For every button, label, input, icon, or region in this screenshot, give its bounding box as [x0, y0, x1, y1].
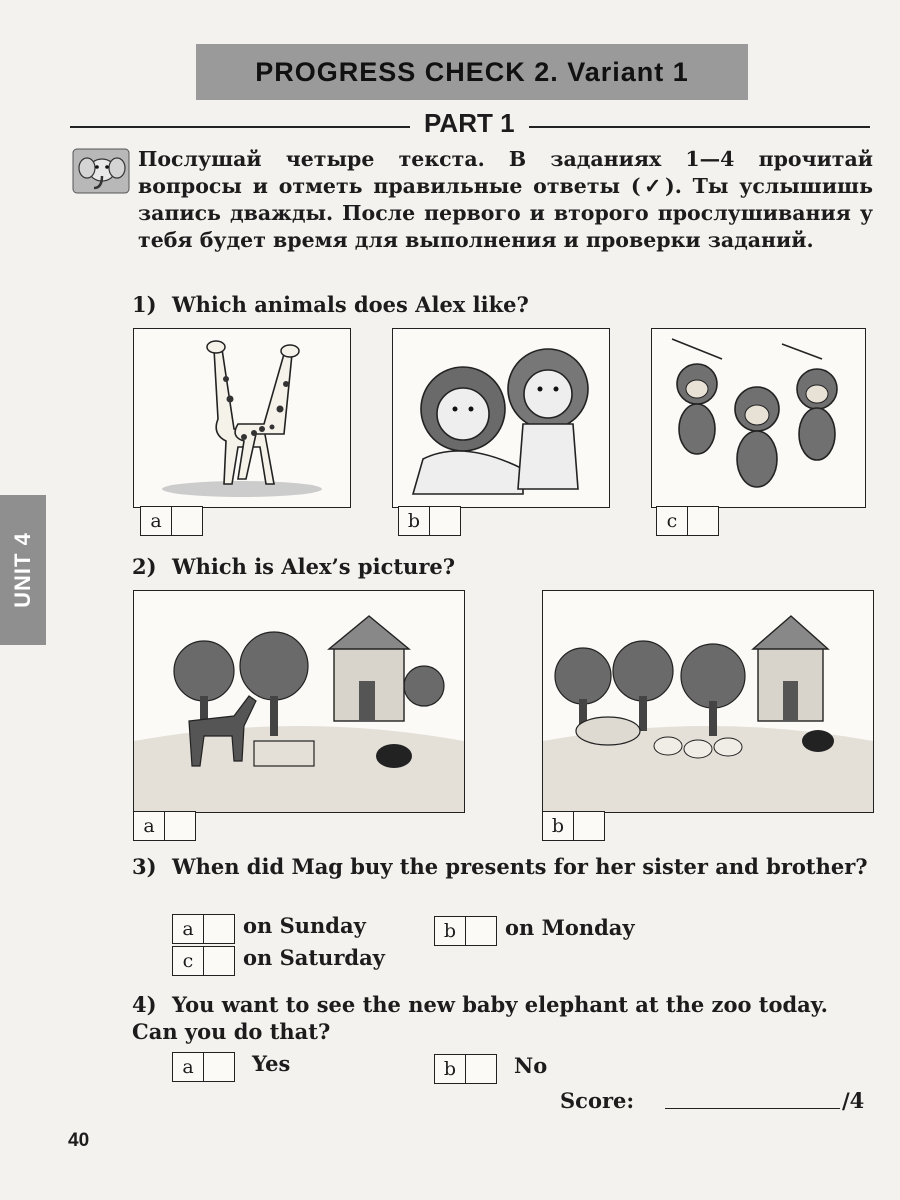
q4-option-a-label: Yes — [252, 1051, 291, 1076]
q3-option-a-box[interactable] — [172, 914, 235, 944]
question-2-number: 2) — [132, 554, 157, 579]
q3-option-b-box[interactable] — [434, 916, 497, 946]
q3-option-c-checkbox[interactable] — [204, 946, 235, 976]
part-heading: PART 1 — [410, 108, 529, 139]
q2-option-a-box[interactable] — [133, 811, 196, 841]
q3-option-b-label: on Monday — [505, 915, 635, 940]
farm-horse-picture — [133, 590, 465, 813]
score-label: Score: — [560, 1088, 635, 1113]
q4-option-b-checkbox[interactable] — [466, 1054, 497, 1084]
q4-option-b-letter: b — [434, 1054, 466, 1084]
q1-option-a-letter: a — [140, 506, 172, 536]
question-4-text: You want to see the new baby elephant at the zoo today. Can you do that? — [132, 992, 828, 1044]
q1-option-b-box[interactable] — [398, 506, 461, 536]
question-2-text: Which is Alex’s picture? — [172, 554, 456, 579]
q2-option-a-checkbox[interactable] — [165, 811, 196, 841]
q2-option-b-letter: b — [542, 811, 574, 841]
q3-option-b-checkbox[interactable] — [466, 916, 497, 946]
q4-option-a-letter: a — [172, 1052, 204, 1082]
q4-option-b-label: No — [514, 1053, 548, 1078]
q1-option-c-checkbox[interactable] — [688, 506, 719, 536]
q1-option-c-box[interactable] — [656, 506, 719, 536]
q2-option-b-box[interactable] — [542, 811, 605, 841]
question-1 — [132, 292, 529, 317]
question-2 — [132, 554, 455, 579]
q1-option-c-letter: c — [656, 506, 688, 536]
q1-option-a-box[interactable] — [140, 506, 203, 536]
q2-option-a-letter: a — [133, 811, 165, 841]
q3-option-a-label: on Sunday — [243, 913, 366, 938]
q4-option-a-checkbox[interactable] — [204, 1052, 235, 1082]
q3-option-c-label: on Saturday — [243, 945, 385, 970]
score-field[interactable] — [665, 1108, 840, 1109]
question-1-text: Which animals does Alex like? — [172, 292, 529, 317]
unit-tab — [0, 495, 46, 645]
q1-option-b-checkbox[interactable] — [430, 506, 461, 536]
q4-option-b-box[interactable] — [434, 1054, 497, 1084]
q2-option-b-checkbox[interactable] — [574, 811, 605, 841]
q1-option-b-letter: b — [398, 506, 430, 536]
q3-option-a-letter: a — [172, 914, 204, 944]
q3-option-b-letter: b — [434, 916, 466, 946]
page-title: PROGRESS CHECK 2. Variant 1 — [196, 44, 748, 100]
question-4-number: 4) — [132, 992, 157, 1017]
instruction-text: Послушай четыре текста. В заданиях 1—4 прочитай вопросы и отметь правильные ответы (✓). Ты услышишь запись дважды. После первого и второго прослушивания у тебя будет время для выполнения и проверки заданий. — [138, 147, 873, 252]
question-3-number: 3) — [132, 854, 157, 879]
q4-option-a-box[interactable] — [172, 1052, 235, 1082]
q1-option-a-checkbox[interactable] — [172, 506, 203, 536]
question-4 — [132, 991, 872, 1045]
question-3 — [132, 853, 872, 880]
unit-tab-label: UNIT 4 — [10, 532, 35, 608]
score-total: /4 — [842, 1088, 865, 1113]
question-1-number: 1) — [132, 292, 157, 317]
q3-option-a-checkbox[interactable] — [204, 914, 235, 944]
lions-picture — [392, 328, 610, 508]
elephant-icon — [72, 148, 130, 194]
question-3-text: When did Mag buy the presents for her sister and brother? — [172, 854, 868, 879]
page-number: 40 — [68, 1130, 90, 1151]
farm-cows-picture — [542, 590, 874, 813]
giraffes-picture — [133, 328, 351, 508]
q3-option-c-letter: c — [172, 946, 204, 976]
q3-option-c-box[interactable] — [172, 946, 235, 976]
monkeys-picture — [651, 328, 866, 508]
